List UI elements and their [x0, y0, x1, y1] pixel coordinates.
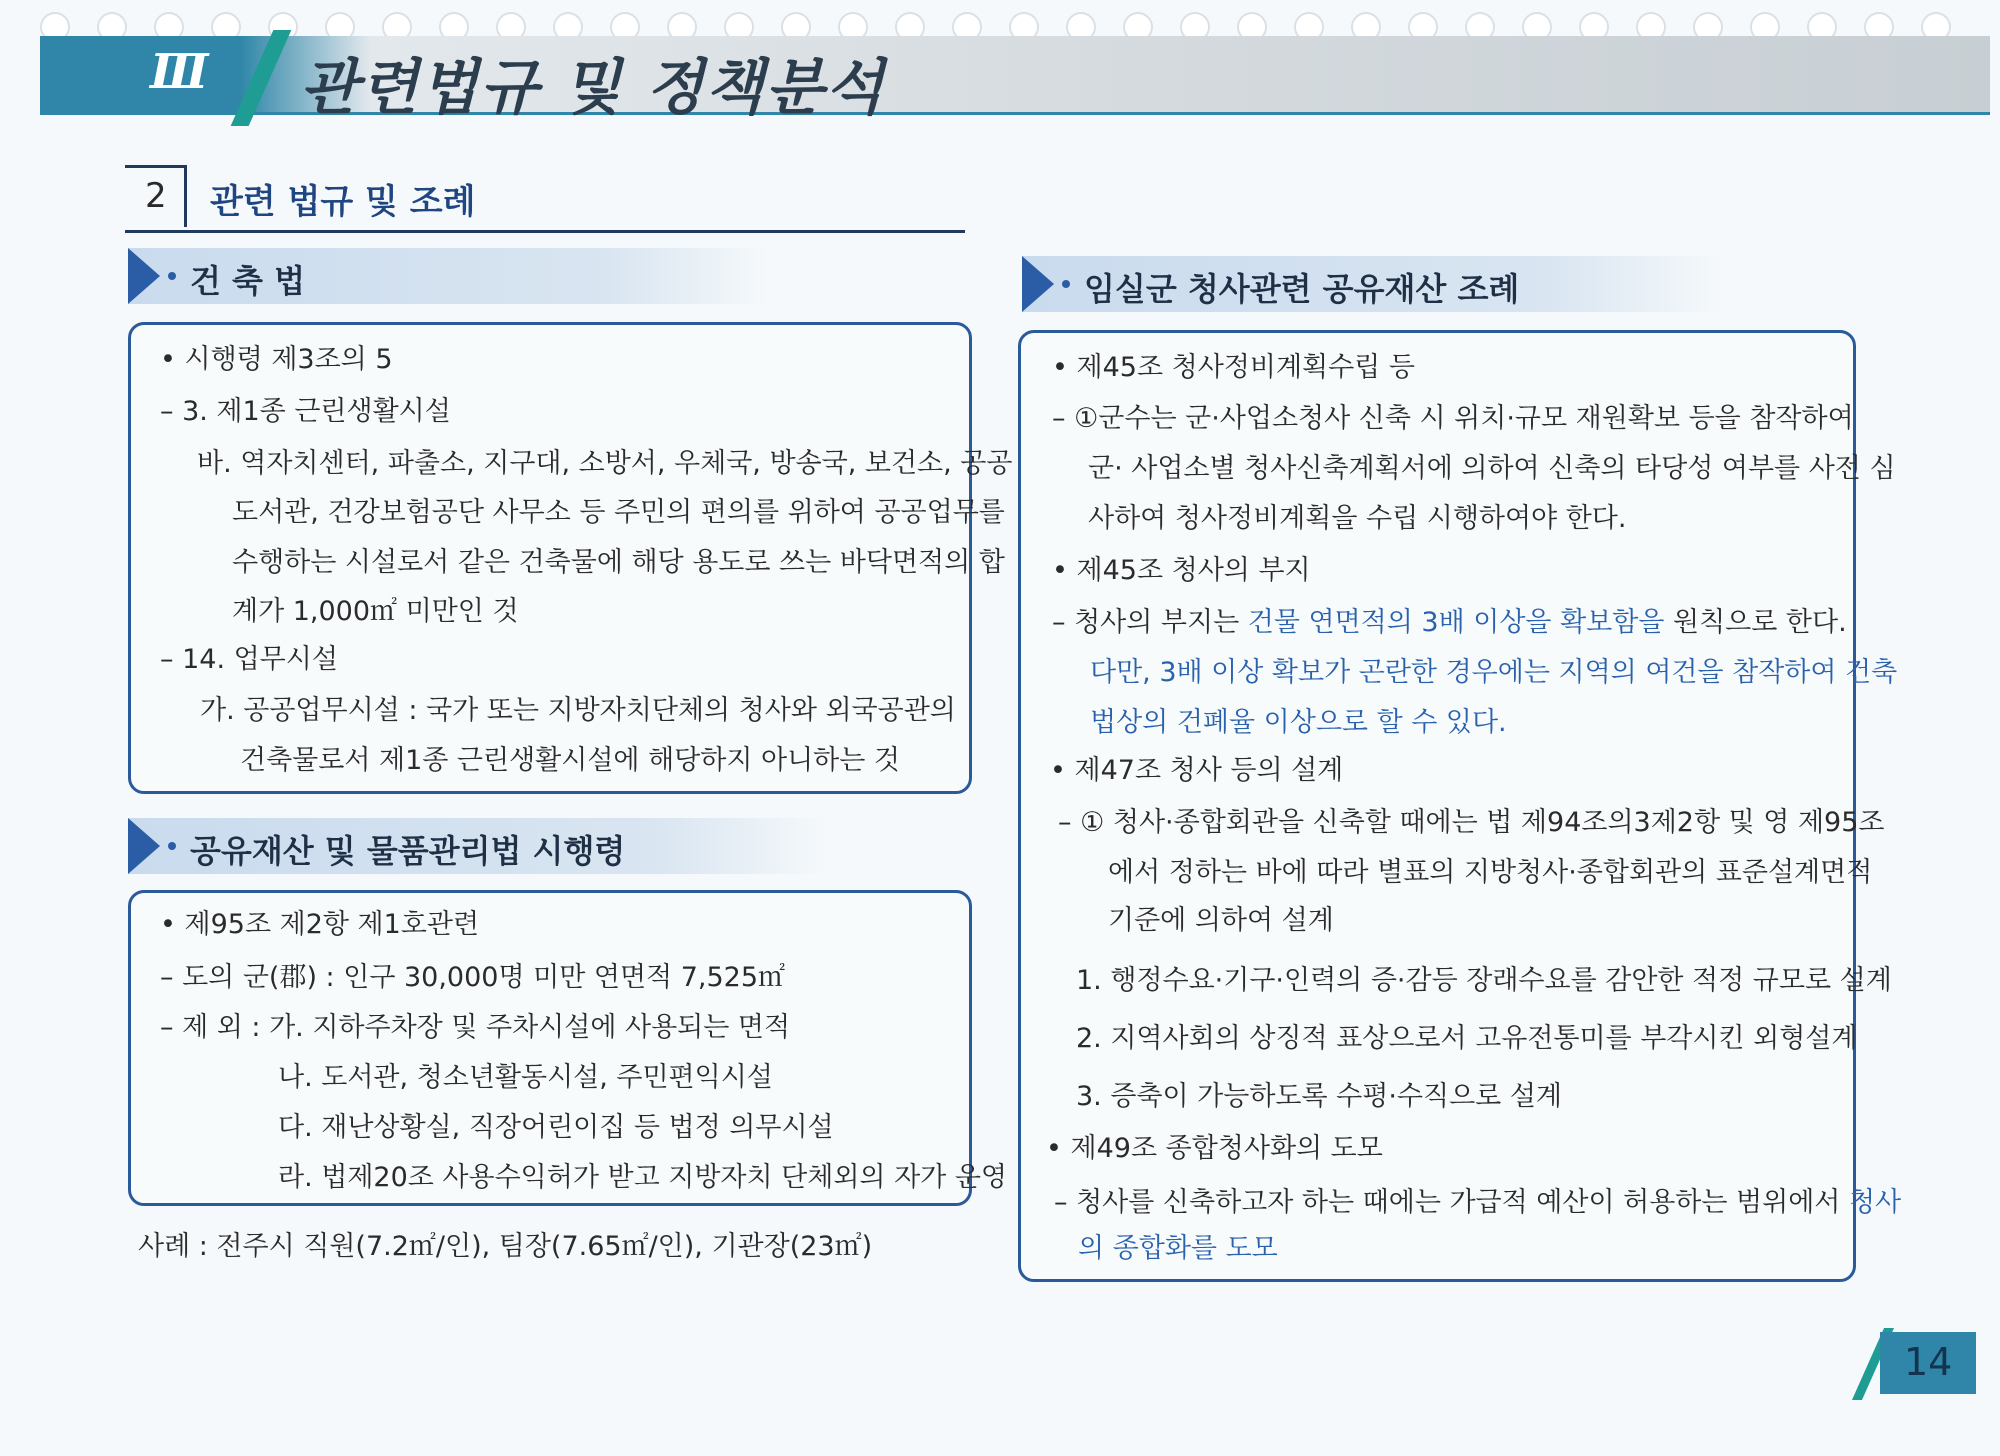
law1-line-9: 건축물로서 제1종 근린생활시설에 해당하지 아니하는 것 [240, 745, 900, 776]
ord-line-17-part-a: – 청사를 신축하고자 하는 때에는 가급적 예산이 허용하는 범위에서 [1054, 1187, 1849, 1218]
arrow-icon [1022, 256, 1054, 312]
ord-line-16: • 제49조 종합청사화의 도모 [1046, 1133, 1383, 1164]
ord-line-6-part-c: 원칙으로 한다. [1664, 607, 1847, 638]
ord-line-6-emphasis: 건물 연면적의 3배 이상을 확보함을 [1247, 607, 1665, 638]
ord-line-13: 1. 행정수요·기구·인력의 증·감등 장래수요를 감안한 적정 규모로 설계 [1076, 965, 1892, 996]
law1-line-8: 가. 공공업무시설 : 국가 또는 지방자치단체의 청사와 외국공관의 [200, 695, 956, 726]
ord-line-9: • 제47조 청사 등의 설계 [1050, 755, 1344, 786]
ord-line-10: – ① 청사·종합회관을 신축할 때에는 법 제94조의3제2항 및 영 제95조 [1058, 807, 1885, 838]
law1-line-3: 바. 역자치센터, 파출소, 지구대, 소방서, 우체국, 방송국, 보건소, 공공 [197, 448, 1013, 479]
ord-line-3: 군· 사업소별 청사신축계획서에 의하여 신축의 타당성 여부를 사전 심 [1088, 453, 1896, 484]
ord-line-11: 에서 정하는 바에 따라 별표의 지방청사·종합회관의 표준설계면적 [1108, 857, 1873, 888]
bullet-dot-icon [168, 272, 176, 280]
example-note: 사례 : 전주시 직원(7.2㎡/인), 팀장(7.65㎡/인), 기관장(23㎡) [138, 1231, 873, 1262]
ord-line-2: – ①군수는 군·사업소청사 신축 시 위치·규모 재원확보 등을 참작하여 [1052, 403, 1854, 434]
ord-line-4: 사하여 청사정비계획을 수립 시행하여야 한다. [1088, 503, 1627, 534]
law1-line-7: – 14. 업무시설 [160, 644, 338, 675]
bullet-dot-icon [168, 842, 176, 850]
law2-line-2: – 도의 군(郡) : 인구 30,000명 미만 연면적 7,525㎡ [160, 962, 785, 993]
property-law-heading-bar [128, 818, 828, 874]
chapter-roman-numeral: Ⅲ [150, 44, 207, 100]
building-law-heading-bar [128, 248, 768, 304]
ord-line-18: 의 종합화를 도모 [1078, 1233, 1278, 1264]
ord-line-17-emphasis: 청사 [1848, 1187, 1902, 1218]
ord-line-8: 법상의 건폐율 이상으로 할 수 있다. [1090, 707, 1507, 738]
law1-line-1: • 시행령 제3조의 5 [160, 344, 393, 375]
ord-line-6 [1052, 600, 1847, 639]
arrow-icon [128, 248, 160, 304]
law1-line-5: 수행하는 시설로서 같은 건축물에 해당 용도로 쓰는 바닥면적의 합 [232, 547, 1005, 578]
law2-line-3: – 제 외 : 가. 지하주차장 및 주차시설에 사용되는 면적 [160, 1012, 791, 1043]
ord-line-7: 다만, 3배 이상 확보가 곤란한 경우에는 지역의 여건을 참작하여 건축 [1090, 657, 1898, 688]
building-law-heading: 건 축 법 [190, 262, 306, 300]
section-number: 2 [125, 165, 187, 227]
ord-line-14: 2. 지역사회의 상징적 표상으로서 고유전통미를 부각시킨 외형설계 [1076, 1023, 1858, 1054]
ord-line-1: • 제45조 청사정비계획수립 등 [1052, 352, 1415, 383]
ord-line-5: • 제45조 청사의 부지 [1052, 555, 1311, 586]
page-number: 14 [1904, 1340, 1953, 1384]
law2-line-5: 다. 재난상황실, 직장어린이집 등 법정 의무시설 [278, 1112, 834, 1143]
section-title: 관련 법규 및 조례 [210, 182, 476, 222]
chapter-title: 관련법규 및 정책분석 [300, 53, 886, 123]
arrow-icon [128, 818, 160, 874]
law1-line-6: 계가 1,000㎡ 미만인 것 [232, 596, 519, 627]
law2-line-6: 라. 법제20조 사용수익허가 받고 지방자치 단체외의 자가 운영 [278, 1162, 1007, 1193]
section-underline [125, 230, 965, 233]
law2-line-1: • 제95조 제2항 제1호관련 [160, 909, 480, 940]
ord-line-12: 기준에 의하여 설계 [1108, 905, 1334, 936]
bullet-dot-icon [1062, 280, 1070, 288]
ordinance-heading-bar [1022, 256, 1722, 312]
law1-line-2: – 3. 제1종 근린생활시설 [160, 396, 451, 427]
ord-line-6-part-a: – 청사의 부지는 [1052, 607, 1248, 638]
law2-line-4: 나. 도서관, 청소년활동시설, 주민편익시설 [278, 1062, 773, 1093]
ord-line-17 [1054, 1180, 1901, 1219]
property-law-heading: 공유재산 및 물품관리법 시행령 [190, 832, 626, 870]
ord-line-15: 3. 증축이 가능하도록 수평·수직으로 설계 [1076, 1081, 1562, 1112]
ordinance-heading: 임실군 청사관련 공유재산 조례 [1084, 270, 1520, 308]
law1-line-4: 도서관, 건강보험공단 사무소 등 주민의 편의를 위하여 공공업무를 [232, 497, 1005, 528]
